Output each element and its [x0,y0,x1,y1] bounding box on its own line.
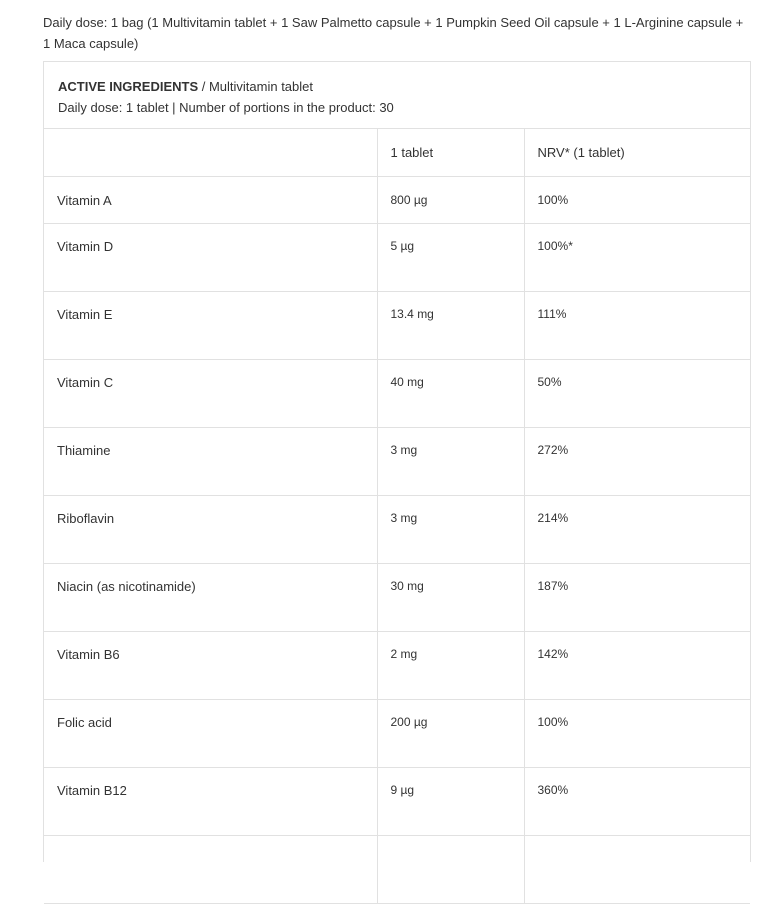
table-row [44,495,750,563]
panel-header [44,62,750,129]
ingredient-nrv: 111% [524,291,750,359]
ingredient-amount: 3 mg [377,495,524,563]
header-cell-amount: 1 tablet [377,129,524,176]
table-row [44,631,750,699]
daily-dose-text: Daily dose: 1 bag (1 Multivitamin tablet + 1 Saw Palmetto capsule + 1 Pumpkin Seed Oil capsule + 1 L-Arginine capsule + 1 Maca capsule) [43,15,744,51]
ingredient-name: Folic acid [44,699,377,767]
ingredient-amount: 3 mg [377,427,524,495]
ingredient-amount: 30 mg [377,563,524,631]
ingredient-nrv: 187% [524,563,750,631]
ingredient-name: Thiamine [44,427,377,495]
ingredient-nrv: 50% [524,359,750,427]
ingredient-nrv: 100%* [524,223,750,291]
ingredient-nrv: 272% [524,427,750,495]
table-row [44,427,750,495]
ingredient-name: Niacin (as nicotinamide) [44,563,377,631]
panel-subheading: Daily dose: 1 tablet | Number of portions in the product: 30 [58,100,394,115]
ingredient-nrv: 100% [524,176,750,223]
ingredient-nrv: 100% [524,699,750,767]
header-cell-name [44,129,377,176]
table-row-partial [44,835,750,903]
ingredient-amount: 9 µg [377,767,524,835]
ingredients-table [44,129,750,904]
ingredient-name: Vitamin B6 [44,631,377,699]
ingredient-nrv: 214% [524,495,750,563]
header-cell-nrv: NRV* (1 tablet) [524,129,750,176]
empty-cell [377,835,524,903]
panel-heading-strong: ACTIVE INGREDIENTS [58,79,199,94]
table-row [44,223,750,291]
table-header-row [44,129,750,176]
table-row [44,563,750,631]
ingredient-amount: 800 µg [377,176,524,223]
ingredient-nrv: 360% [524,767,750,835]
ingredient-name: Vitamin D [44,223,377,291]
ingredient-nrv: 142% [524,631,750,699]
table-row [44,176,750,223]
ingredient-amount: 5 µg [377,223,524,291]
ingredient-amount: 13.4 mg [377,291,524,359]
ingredient-amount: 40 mg [377,359,524,427]
panel-heading-rest: / Multivitamin tablet [198,79,313,94]
ingredient-name: Vitamin A [44,176,377,223]
table-row [44,699,750,767]
ingredients-panel [43,61,751,862]
ingredient-amount: 200 µg [377,699,524,767]
ingredient-name: Riboflavin [44,495,377,563]
empty-cell [44,835,377,903]
empty-cell [524,835,750,903]
ingredient-amount: 2 mg [377,631,524,699]
table-row [44,291,750,359]
ingredient-name: Vitamin E [44,291,377,359]
table-row [44,359,750,427]
ingredient-name: Vitamin C [44,359,377,427]
ingredient-name: Vitamin B12 [44,767,377,835]
table-row [44,767,750,835]
panel-heading [58,76,750,97]
